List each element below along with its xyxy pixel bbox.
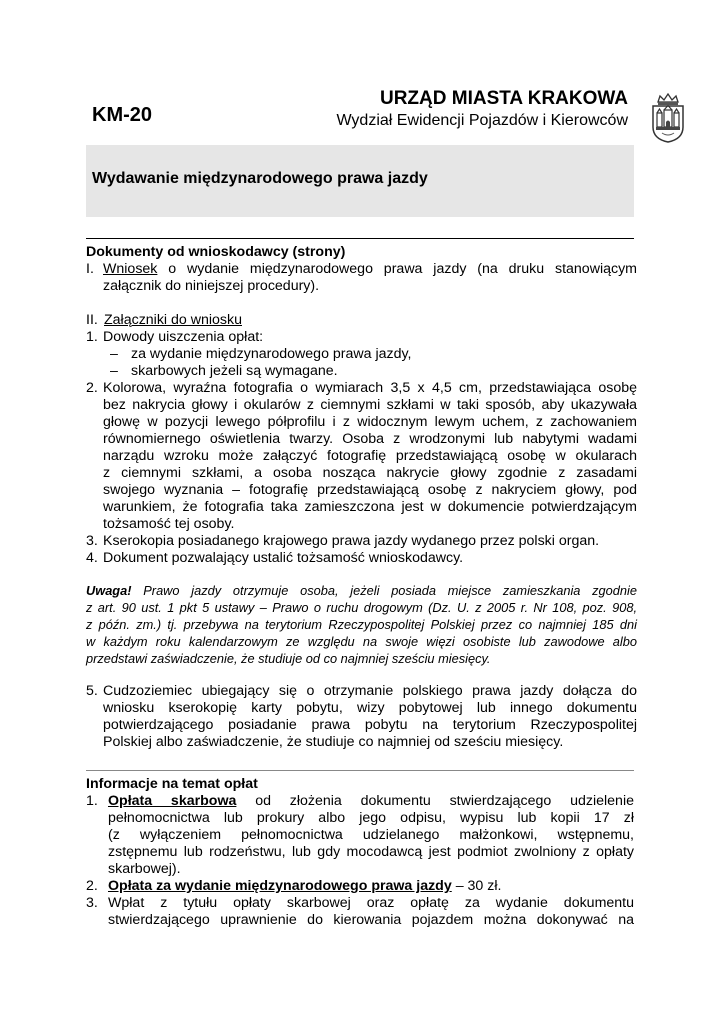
note-line: w każdym roku kalendarzowym ze względu na swoje więzi osobiste lub zawodowe albo [86,634,637,649]
item-i-text: Wniosek o wydanie międzynarodowego prawa jazdy (na druku stanowiącym [103,261,637,277]
note-line: przedstawi zaświadczenie, że studiuje od co najmniej sześciu miesięcy. [86,651,491,666]
dash-bullet: – [110,346,118,362]
note-line: z art. 90 ust. 1 pkt 5 ustawy – Prawo o ruchu drogowym (Dz. U. z 2005 r. Nr 108, poz. 908, [86,600,637,615]
item-1-sub-1: za wydanie międzynarodowego prawa jazdy, [131,346,412,362]
fees-heading: Informacje na temat opłat [86,776,258,792]
note-line: z późn. zm.) tj. przebywa na terytorium Rzeczypospolitej Polskiej przez co najmniej 185 dni [86,617,637,632]
item-2-line: bez nakrycia głowy i okularów z ciemnymi szkłami w taki sposób, aby ukazywała [103,397,637,413]
fee-1-line: (z wyłączeniem pełnomocnictwa udzielanego małżonkowi, wstępnemu, [108,827,634,843]
item-3-number: 3. [86,533,98,549]
fee-1-line: pełnomocnictwa lub prokury albo jego odpisu, wypisu lub kopii 17 zł [108,810,634,826]
note-line: Uwaga! Prawo jazdy otrzymuje osoba, jeżeli posiada miejsce zamieszkania zgodnie [86,583,637,598]
item-ii-number: II. [86,312,98,328]
item-2-number: 2. [86,380,98,396]
item-3-text: Kserokopia posiadanego krajowego prawa jazdy wydanego przez polski organ. [103,533,600,549]
item-2-line: tożsamość tej osoby. [103,516,235,532]
item-2-line: narządu wzroku może załączyć fotografię przedstawiającą osobę w okularach [103,448,637,464]
item-i-text-cont: załącznik do niniejszej procedury). [103,278,320,294]
fee-2-line [108,878,501,895]
item-i-number: I. [86,261,94,277]
dash-bullet: – [110,363,118,379]
item-2-line: z ciemnymi szkłami, a osoba nosząca nakrycie głowy zgodnie z zasadami [103,465,637,481]
procedure-title: Wydawanie międzynarodowego prawa jazdy [92,170,428,187]
fee-2-amount: – 30 zł. [455,878,502,894]
item-4-number: 4. [86,550,98,566]
item-1-number: 1. [86,329,98,345]
fee-1-label: Opłata skarbowa [108,793,237,809]
fee-3-number: 3. [86,895,98,911]
fee-1-number: 1. [86,793,98,809]
item-2-line: warunkiem, że fotografia taka zamieszczona jest w dokumencie potwierdzającym [103,499,637,515]
section-divider [86,238,634,239]
item-4-text: Dokument pozwalający ustalić tożsamość wnioskodawcy. [103,550,464,566]
fee-1-line: skarbowej). [108,861,181,877]
fee-1-line: zstępnemu lub rodzeństwu, lub gdy mocodawcą jest podmiot zwolniony z opłaty [108,844,634,860]
fee-1-line: Opłata skarbowa od złożenia dokumentu stwierdzającego udzielenie [108,793,634,809]
fee-3-line: Wpłat z tytułu opłaty skarbowej oraz opłatę za wydanie dokumentu [108,895,634,911]
item-2-line: równomiernego oświetlenia twarzy. Osoba z wrodzonymi lub nabytymi wadami [103,431,637,447]
application-link[interactable]: Wniosek [103,261,158,277]
item-2-line: Kolorowa, wyraźna fotografia o wymiarach 3,5 x 4,5 cm, przedstawiająca osobę [103,380,637,396]
documents-heading: Dokumenty od wnioskodawcy (strony) [86,244,346,260]
item-2-line: swojego wyznania – fotografię przedstawiającą osobę z nakryciem głowy, pod [103,482,637,498]
office-name: URZĄD MIASTA KRAKOWA [379,88,628,109]
item-5-line: Cudzoziemiec ubiegający się o otrzymanie polskiego prawa jazdy dołącza do [103,683,637,699]
attachments-label: Załączniki do wniosku [104,312,242,328]
fee-3-line: stwierdzającego uprawnienie do kierowania pojazdem można dokonywać na [108,912,634,928]
item-5-line: potwierdzającego posiadanie prawa pobytu na terytorium Rzeczypospolitej [103,717,637,733]
item-1-sub-2: skarbowych jeżeli są wymagane. [131,363,338,379]
section-divider [86,770,634,771]
item-2-line: głowę w pozycji lewego półprofilu i z widocznym lewym uchem, z zachowaniem [103,414,637,430]
item-1-text: Dowody uiszczenia opłat: [103,329,264,345]
item-5-line: wniosku kserokopię karty pobytu, wizy pobytowej lub innego dokumentu [103,700,637,716]
note-label: Uwaga! [86,583,132,598]
department-name: Wydział Ewidencji Pojazdów i Kierowców [336,112,628,129]
krakow-crest-icon [650,93,686,143]
document-code: KM-20 [92,104,153,126]
item-5-line: Polskiej albo zaświadczenie, że studiuje co najmniej od sześciu miesięcy. [103,734,564,750]
fee-2-number: 2. [86,878,98,894]
fee-2-label: Opłata za wydanie międzynarodowego prawa jazdy [108,878,452,894]
item-5-number: 5. [86,683,98,699]
